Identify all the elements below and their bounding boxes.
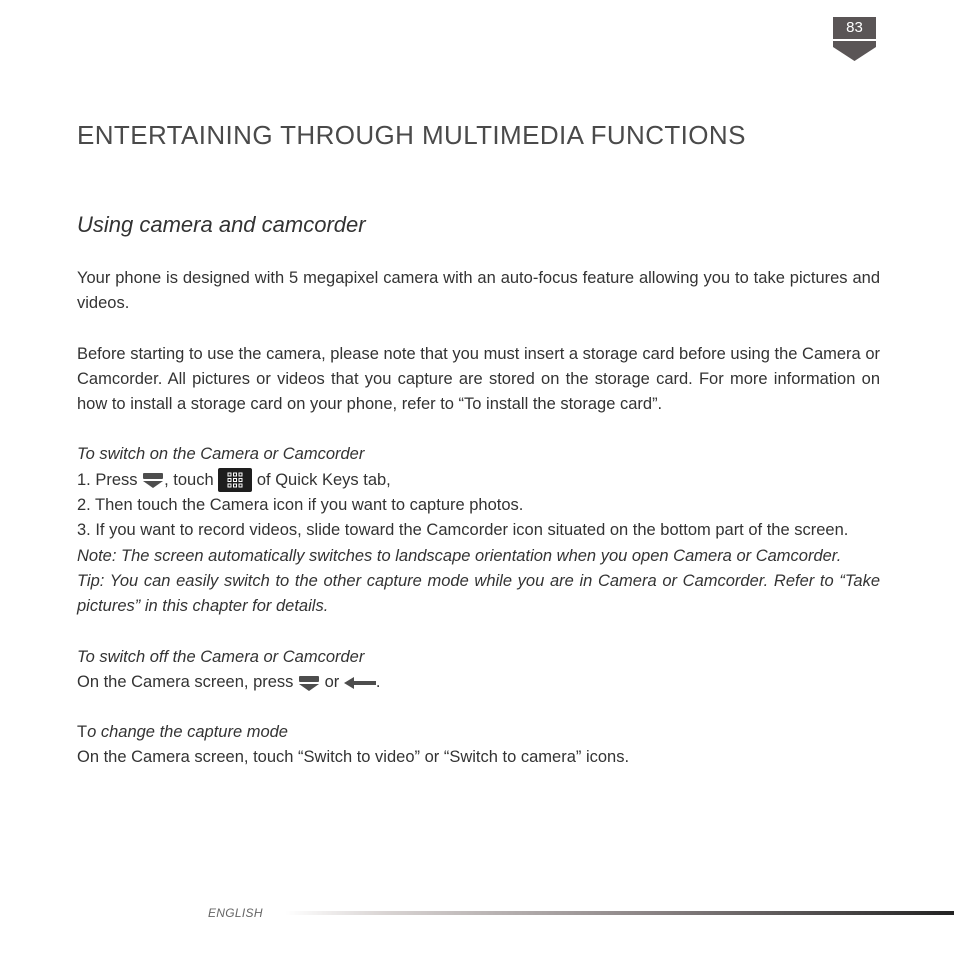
change-mode-line: On the Camera screen, touch “Switch to video” or “Switch to camera” icons. bbox=[77, 748, 630, 767]
footer-rule bbox=[285, 911, 954, 915]
switch-on-step-3: 3. If you want to record videos, slide toward the Camcorder icon situated on the bottom part of the screen. bbox=[77, 521, 849, 540]
step-1-prefix: 1. Press bbox=[77, 470, 138, 489]
back-arrow-icon bbox=[344, 676, 376, 690]
switch-off-suffix: . bbox=[375, 672, 381, 691]
footer-language: ENGLISH bbox=[208, 906, 263, 920]
change-mode-heading-first: T bbox=[77, 723, 88, 742]
switch-off-heading: To switch off the Camera or Camcorder bbox=[77, 647, 365, 666]
switch-off-line bbox=[77, 670, 880, 695]
step-1-mid: , touch bbox=[164, 470, 214, 489]
note-paragraph: Note: The screen automatically switches to landscape orientation when you open Camera or Camcorder. bbox=[77, 546, 842, 565]
page-body bbox=[77, 266, 880, 771]
change-mode-heading-rest: o change the capture mode bbox=[87, 723, 288, 742]
page-number: 83 bbox=[833, 17, 876, 39]
switch-on-heading: To switch on the Camera or Camcorder bbox=[77, 445, 365, 464]
page-number-tab bbox=[833, 17, 876, 61]
section-title: Using camera and camcorder bbox=[77, 212, 366, 237]
page-chevron-icon bbox=[833, 41, 876, 61]
home-key-icon bbox=[142, 471, 164, 489]
switch-on-step-1 bbox=[77, 468, 880, 493]
tip-paragraph: Tip: You can easily switch to the other capture mode while you are in Camera or Camcorder. Refer to “Take pictures” in this chapter for details. bbox=[77, 571, 880, 616]
switch-on-step-2: 2. Then touch the Camera icon if you want to capture photos. bbox=[77, 496, 524, 515]
chapter-title: ENTERTAINING THROUGH MULTIMEDIA FUNCTIONS bbox=[77, 120, 746, 150]
step-1-suffix: of Quick Keys tab, bbox=[256, 470, 391, 489]
apps-grid-icon bbox=[218, 468, 252, 492]
switch-off-mid: or bbox=[324, 672, 340, 691]
intro-paragraph: Your phone is designed with 5 megapixel camera with an auto-focus feature allowing you to take pictures and videos. bbox=[77, 269, 880, 313]
switch-off-prefix: On the Camera screen, press bbox=[77, 672, 294, 691]
storage-note-paragraph: Before starting to use the camera, please note that you must insert a storage card before using the Camera or Camcorder. All pictures or videos that you capture are stored on the storage card. For more information on how to install a storage card on your phone, refer to “To install the storage card”. bbox=[77, 344, 880, 414]
change-mode-heading bbox=[77, 720, 880, 745]
home-key-icon bbox=[298, 674, 320, 692]
